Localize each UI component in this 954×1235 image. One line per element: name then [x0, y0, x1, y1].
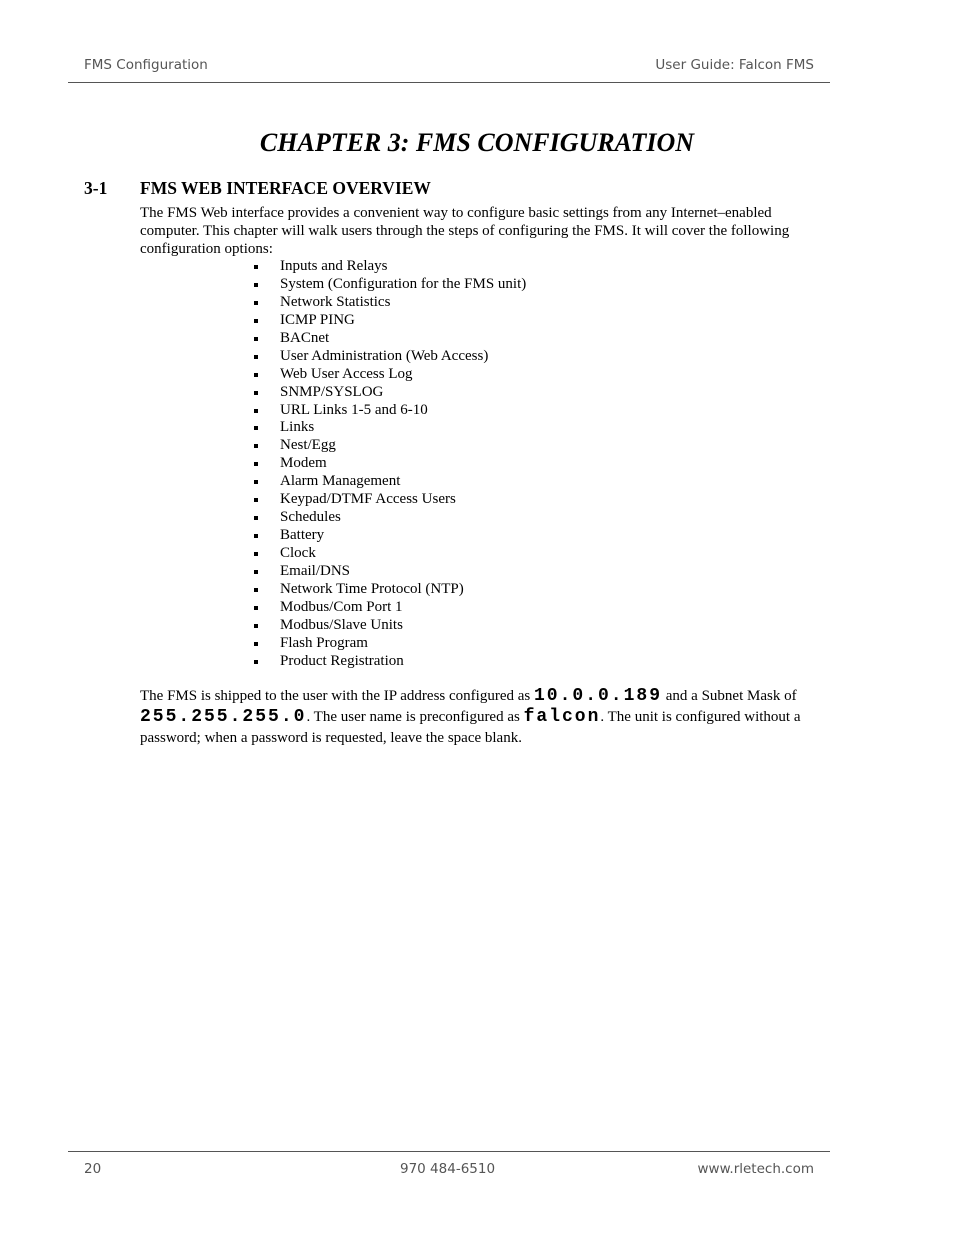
closing-paragraph: [140, 686, 820, 749]
list-item: [250, 348, 526, 366]
square-bullet-icon: [254, 283, 258, 287]
list-item: [250, 563, 526, 581]
list-item: [250, 599, 526, 617]
list-item: [250, 509, 526, 527]
list-item-label: Modem: [280, 455, 327, 472]
closing-text-3: . The user name is preconfigured as: [306, 709, 524, 725]
list-item-label: SNMP/SYSLOG: [280, 383, 384, 400]
list-item: [250, 258, 526, 276]
list-item: [250, 276, 526, 294]
square-bullet-icon: [254, 498, 258, 502]
subnet-mask: 255.255.255.0: [140, 707, 307, 727]
list-item-label: Nest/Egg: [280, 437, 336, 454]
list-item: [250, 330, 526, 348]
list-item: [250, 617, 526, 635]
section-number: 3-1: [84, 178, 108, 198]
square-bullet-icon: [254, 391, 258, 395]
closing-text-2: and a Subnet Mask of: [662, 688, 797, 704]
list-item: [250, 366, 526, 384]
list-item-label: Links: [280, 419, 315, 436]
footer-website: www.rletech.com: [697, 1161, 814, 1177]
square-bullet-icon: [254, 480, 258, 484]
square-bullet-icon: [254, 516, 258, 520]
list-item-label: Flash Program: [280, 634, 368, 651]
list-item: [250, 384, 526, 402]
list-item: [250, 635, 526, 653]
list-item: [250, 312, 526, 330]
square-bullet-icon: [254, 265, 258, 269]
list-item-label: Inputs and Relays: [280, 258, 388, 274]
header-rule: [68, 82, 830, 83]
square-bullet-icon: [254, 588, 258, 592]
list-item: [250, 419, 526, 437]
closing-text-1: The FMS is shipped to the user with the IP address configured as: [140, 688, 534, 704]
list-item-label: Alarm Management: [280, 473, 401, 490]
square-bullet-icon: [254, 660, 258, 664]
list-item: [250, 491, 526, 509]
square-bullet-icon: [254, 426, 258, 430]
list-item-label: Schedules: [280, 509, 341, 526]
square-bullet-icon: [254, 534, 258, 538]
square-bullet-icon: [254, 606, 258, 610]
intro-paragraph: The FMS Web interface provides a convenient way to configure basic settings from any Internet–enabled computer. This chapter will walk users through the steps of configuring the FMS. It will cover the following configuration options:: [140, 205, 790, 257]
square-bullet-icon: [254, 552, 258, 556]
list-item-label: Email/DNS: [280, 562, 350, 579]
list-item-label: Web User Access Log: [280, 365, 413, 382]
square-bullet-icon: [254, 337, 258, 341]
list-item-label: System (Configuration for the FMS unit): [280, 275, 527, 292]
list-item-label: Modbus/Slave Units: [280, 616, 403, 633]
ip-address: 10.0.0.189: [533, 686, 663, 706]
list-item: [250, 581, 526, 599]
list-item: [250, 473, 526, 491]
list-item-label: Network Time Protocol (NTP): [280, 580, 464, 597]
list-item: [250, 402, 526, 420]
footer-page-number: 20: [84, 1161, 102, 1177]
list-item-label: User Administration (Web Access): [280, 347, 489, 364]
square-bullet-icon: [254, 570, 258, 574]
list-item-label: URL Links 1-5 and 6-10: [280, 401, 428, 418]
square-bullet-icon: [254, 624, 258, 628]
list-item-label: BACnet: [280, 329, 330, 346]
list-item-label: Product Registration: [280, 652, 404, 669]
list-item-label: ICMP PING: [280, 311, 355, 328]
username: falcon: [523, 707, 601, 727]
square-bullet-icon: [254, 319, 258, 323]
chapter-title: CHAPTER 3: FMS CONFIGURATION: [259, 128, 695, 157]
footer-rule: [68, 1151, 830, 1152]
list-item-label: Modbus/Com Port 1: [280, 598, 403, 615]
list-item: [250, 294, 526, 312]
square-bullet-icon: [254, 373, 258, 377]
list-item: [250, 545, 526, 563]
header-left: FMS Configuration: [84, 57, 208, 73]
square-bullet-icon: [254, 642, 258, 646]
list-item: [250, 437, 526, 455]
square-bullet-icon: [254, 409, 258, 413]
square-bullet-icon: [254, 462, 258, 466]
configuration-options-list: [250, 258, 526, 671]
list-item: [250, 527, 526, 545]
list-item: [250, 455, 526, 473]
list-item-label: Network Statistics: [280, 293, 391, 310]
list-item-label: Keypad/DTMF Access Users: [280, 491, 456, 508]
list-item: [250, 653, 526, 671]
section-title: FMS WEB INTERFACE OVERVIEW: [140, 178, 431, 198]
square-bullet-icon: [254, 444, 258, 448]
square-bullet-icon: [254, 301, 258, 305]
footer-phone: 970 484-6510: [400, 1161, 496, 1177]
header-right: User Guide: Falcon FMS: [655, 57, 814, 73]
list-item-label: Battery: [280, 527, 325, 544]
closing-text-4: . The unit is configured without a password; when a password is requested, leave the space blank.: [140, 709, 801, 746]
list-item-label: Clock: [280, 545, 316, 561]
square-bullet-icon: [254, 355, 258, 359]
